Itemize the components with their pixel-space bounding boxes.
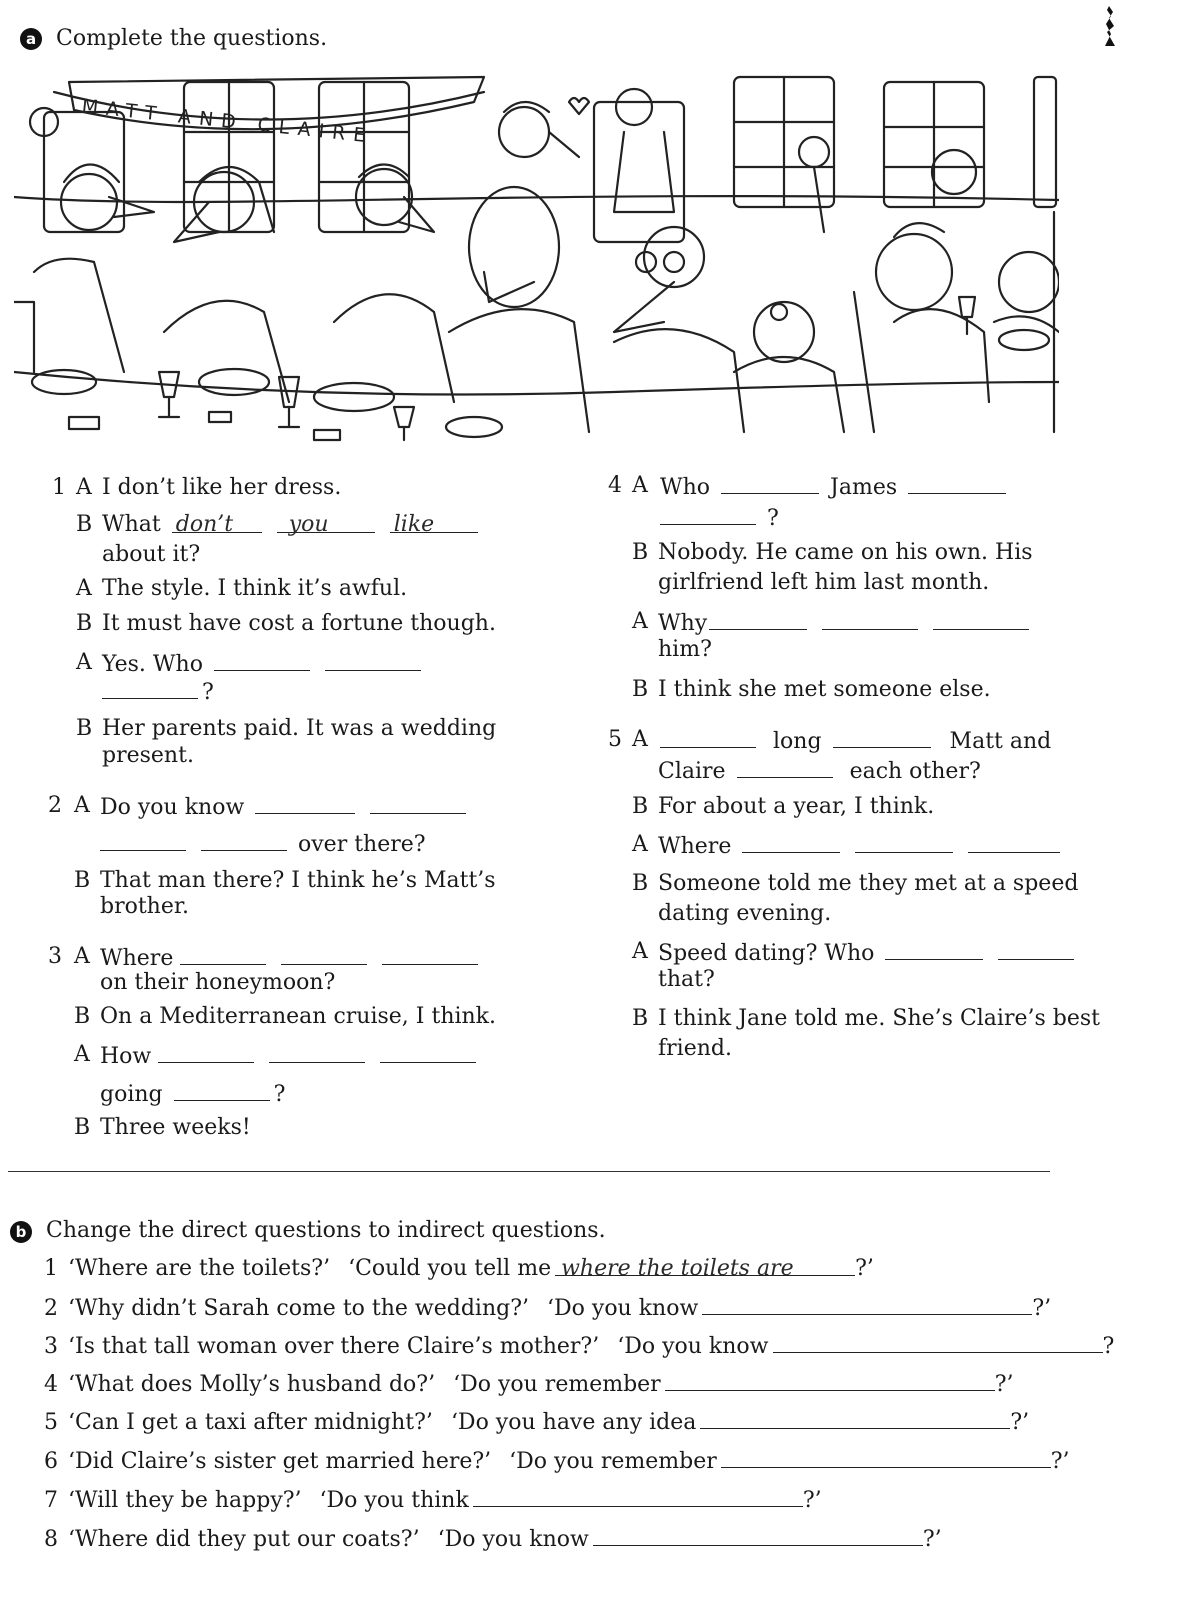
q5-text: Speed dating? Who [658, 941, 875, 966]
q1-text: What [102, 512, 161, 537]
direct-question: ‘Can I get a taxi after midnight?’ [68, 1410, 433, 1435]
direct-question: ‘Where are the toilets?’ [68, 1256, 331, 1281]
q1-speaker: A [76, 576, 92, 601]
question-end-mark: ?’ [855, 1256, 874, 1281]
q1-line4: It must have cost a fortune though. [102, 611, 496, 636]
q3-question-mark: ? [273, 1082, 286, 1107]
q2-speaker: A [74, 793, 90, 818]
q5-answer-blank[interactable] [660, 727, 756, 748]
item-number: 1 [44, 1256, 58, 1281]
q5-answer-blank[interactable] [737, 757, 833, 778]
q5-line5-cont: that? [658, 967, 715, 992]
q3-line1 [100, 944, 482, 972]
q5-text: each other? [849, 759, 981, 784]
q4-line2: Nobody. He came on his own. His [658, 540, 1033, 565]
indirect-question-item [44, 1295, 1051, 1322]
q3-text: Where [100, 946, 174, 971]
q4-line3 [658, 609, 1033, 637]
q2-answer-blank[interactable] [255, 793, 355, 814]
q1-line3: The style. I think it’s awful. [102, 576, 408, 601]
q1-speaker: B [76, 716, 93, 741]
indirect-question-start: ‘Do you think [319, 1488, 469, 1513]
q5-answer-blank[interactable] [885, 939, 983, 960]
q4-answer-blank[interactable] [822, 609, 918, 630]
q3-text: going [100, 1082, 163, 1107]
question-end-mark: ?’ [922, 1527, 942, 1552]
q4-answer-blank[interactable] [908, 473, 1006, 494]
q4-speaker: B [632, 677, 649, 702]
answer-blank[interactable] [593, 1526, 923, 1546]
q2-line1-cont [100, 830, 426, 858]
q4-line1-cont [660, 504, 779, 532]
section-b-badge: b [10, 1221, 32, 1243]
indirect-question-start: ‘Do you know [437, 1527, 589, 1552]
item-number: 6 [44, 1449, 58, 1474]
q1-question-mark: ? [202, 680, 214, 705]
q1-answer-blank[interactable]: don’t [172, 512, 262, 533]
item-number: 4 [44, 1372, 58, 1397]
q4-line2-cont: girlfriend left him last month. [658, 570, 990, 595]
q4-answer-blank[interactable] [709, 609, 807, 630]
q5-answer-blank[interactable] [742, 832, 840, 853]
q5-text: long [773, 729, 822, 754]
q5-line4: Someone told me they met at a speed [658, 871, 1079, 896]
indirect-question-start: ‘Do you know [547, 1296, 699, 1321]
question-end-mark: ?’ [1010, 1410, 1030, 1435]
section-divider [8, 1171, 1050, 1172]
q5-speaker: B [632, 871, 649, 896]
q4-speaker: B [632, 540, 649, 565]
q5-speaker: A [632, 727, 648, 752]
q2-line1 [100, 793, 470, 821]
q5-text: Matt and [949, 729, 1052, 754]
q3-speaker: A [74, 1042, 90, 1067]
q5-answer-blank[interactable] [833, 727, 931, 748]
q4-question-mark: ? [767, 506, 779, 531]
q4-line3-cont: him? [658, 637, 712, 662]
q5-line4-cont: dating evening. [658, 901, 832, 926]
q2-speaker: B [74, 868, 91, 893]
item-number: 8 [44, 1527, 58, 1552]
section-b-instruction: Change the direct questions to indirect questions. [46, 1218, 606, 1243]
q2-text: Do you know [100, 795, 245, 820]
question-end-mark: ?’ [994, 1372, 1014, 1397]
q1-speaker: A [76, 475, 92, 500]
banner-text: MATT AND CLAIRE [80, 95, 375, 148]
q3-answer-blank[interactable] [281, 944, 367, 965]
q1-answer-blank[interactable] [214, 650, 310, 671]
q3-speaker: B [74, 1004, 91, 1029]
indirect-question-start: ‘Do you have any idea [450, 1410, 697, 1435]
q1-line1: I don’t like her dress. [102, 475, 342, 500]
q3-answer-blank[interactable] [269, 1042, 365, 1063]
q5-speaker: B [632, 1006, 649, 1031]
q5-line6-cont: friend. [658, 1036, 732, 1061]
indirect-question-item [44, 1526, 942, 1553]
q4-speaker: A [632, 473, 648, 498]
item-number: 3 [44, 1334, 58, 1359]
direct-question: ‘What does Molly’s husband do?’ [68, 1372, 436, 1397]
q3-line1-cont: on their honeymoon? [100, 970, 336, 995]
indirect-question-start: ‘Do you know [617, 1334, 769, 1359]
q5-line1-cont [658, 757, 981, 785]
q2-answer-blank[interactable] [370, 793, 466, 814]
q5-speaker: A [632, 832, 648, 857]
q1-speaker: B [76, 611, 93, 636]
q3-line3 [100, 1042, 480, 1070]
q3-number: 3 [48, 944, 62, 969]
q5-speaker: B [632, 794, 649, 819]
q5-answer-blank[interactable] [968, 832, 1060, 853]
q3-answer-blank[interactable] [382, 944, 478, 965]
q3-answer-blank[interactable] [180, 944, 266, 965]
q4-number: 4 [608, 473, 622, 498]
q4-answer-blank[interactable] [660, 504, 756, 525]
q3-line4: Three weeks! [100, 1115, 251, 1140]
direct-question: ‘Did Claire’s sister get married here?’ [68, 1449, 492, 1474]
q5-answer-blank[interactable] [998, 939, 1074, 960]
indirect-question-item [44, 1487, 822, 1514]
question-end-mark: ?’ [1032, 1296, 1052, 1321]
q1-answer-blank[interactable] [325, 650, 421, 671]
q1-speaker: B [76, 512, 93, 537]
q2-answer-blank[interactable] [201, 830, 287, 851]
q5-line5 [658, 939, 1078, 967]
q2-answer-blank[interactable] [100, 830, 186, 851]
q1-text: Yes. Who [102, 652, 203, 677]
direct-question: ‘Where did they put our coats?’ [68, 1527, 420, 1552]
q5-speaker: A [632, 939, 648, 964]
q5-number: 5 [608, 727, 622, 752]
indirect-question-item [44, 1371, 1014, 1398]
q3-line2: On a Mediterranean cruise, I think. [100, 1004, 497, 1029]
item-number: 2 [44, 1296, 58, 1321]
answer-blank[interactable] [702, 1295, 1032, 1315]
q1-answer-blank[interactable] [102, 678, 198, 699]
q5-answer-blank[interactable] [855, 832, 953, 853]
q2-line2-cont: brother. [100, 894, 189, 919]
answer-blank[interactable] [665, 1371, 995, 1391]
q3-answer-blank[interactable] [158, 1042, 254, 1063]
answer-blank[interactable] [473, 1487, 803, 1507]
q2-text: over there? [298, 832, 426, 857]
q4-line1 [660, 473, 1010, 501]
indirect-question-start: ‘Could you tell me [348, 1256, 552, 1281]
indirect-question-start: ‘Do you remember [453, 1372, 661, 1397]
q3-answer-blank[interactable] [380, 1042, 476, 1063]
q5-line2: For about a year, I think. [658, 794, 935, 819]
q2-number: 2 [48, 793, 62, 818]
direct-question: ‘Is that tall woman over there Claire’s mother?’ [68, 1334, 600, 1359]
question-end-mark: ?’ [802, 1488, 822, 1513]
q5-line1 [658, 727, 1051, 755]
q4-line4: I think she met someone else. [658, 677, 991, 702]
q3-answer-blank[interactable] [174, 1080, 270, 1101]
q1-line5 [102, 650, 425, 678]
indirect-question-item [44, 1333, 1114, 1360]
wedding-party-illustration [14, 72, 1059, 444]
q1-line5-cont [102, 678, 214, 706]
q5-text: Claire [658, 759, 726, 784]
answer-blank[interactable] [700, 1409, 1010, 1429]
q5-text: Where [658, 834, 732, 859]
indirect-question-start: ‘Do you remember [509, 1449, 717, 1474]
q1-number: 1 [52, 475, 66, 500]
direct-question: ‘Will they be happy?’ [68, 1488, 302, 1513]
direct-question: ‘Why didn’t Sarah come to the wedding?’ [68, 1296, 530, 1321]
q1-line6-cont: present. [102, 743, 194, 768]
q1-line2-cont: about it? [102, 542, 201, 567]
indirect-question-item [44, 1256, 874, 1282]
q1-line2 [102, 512, 482, 538]
answer-blank[interactable]: where the toilets are [555, 1256, 855, 1276]
question-end-mark: ? [1102, 1334, 1115, 1359]
q3-line3-cont [100, 1080, 285, 1108]
q4-speaker: A [632, 609, 648, 634]
q4-answer-blank[interactable] [933, 609, 1029, 630]
answer-blank[interactable] [721, 1448, 1051, 1468]
q3-speaker: B [74, 1115, 91, 1140]
page-edge-mark-icon [1103, 6, 1117, 48]
answer-blank[interactable] [773, 1333, 1103, 1353]
q3-text: How [100, 1044, 152, 1069]
q3-speaker: A [74, 944, 90, 969]
q1-answer-blank[interactable]: you [277, 512, 375, 533]
q1-speaker: A [76, 650, 92, 675]
q4-text: Who [660, 475, 711, 500]
question-end-mark: ?’ [1050, 1449, 1070, 1474]
section-a-instruction: Complete the questions. [56, 26, 328, 51]
item-number: 7 [44, 1488, 58, 1513]
indirect-question-item [44, 1409, 1029, 1436]
q1-answer-blank[interactable]: like [390, 512, 478, 533]
q5-line6: I think Jane told me. She’s Claire’s best [658, 1006, 1101, 1031]
section-a-badge: a [20, 28, 42, 50]
q4-answer-blank[interactable] [721, 473, 819, 494]
indirect-question-item [44, 1448, 1070, 1475]
q4-text: Why [658, 611, 708, 636]
q5-line3 [658, 832, 1064, 860]
q2-line2: That man there? I think he’s Matt’s [100, 868, 496, 893]
q1-line6: Her parents paid. It was a wedding [102, 716, 497, 741]
item-number: 5 [44, 1410, 58, 1435]
q4-text: James [830, 475, 898, 500]
